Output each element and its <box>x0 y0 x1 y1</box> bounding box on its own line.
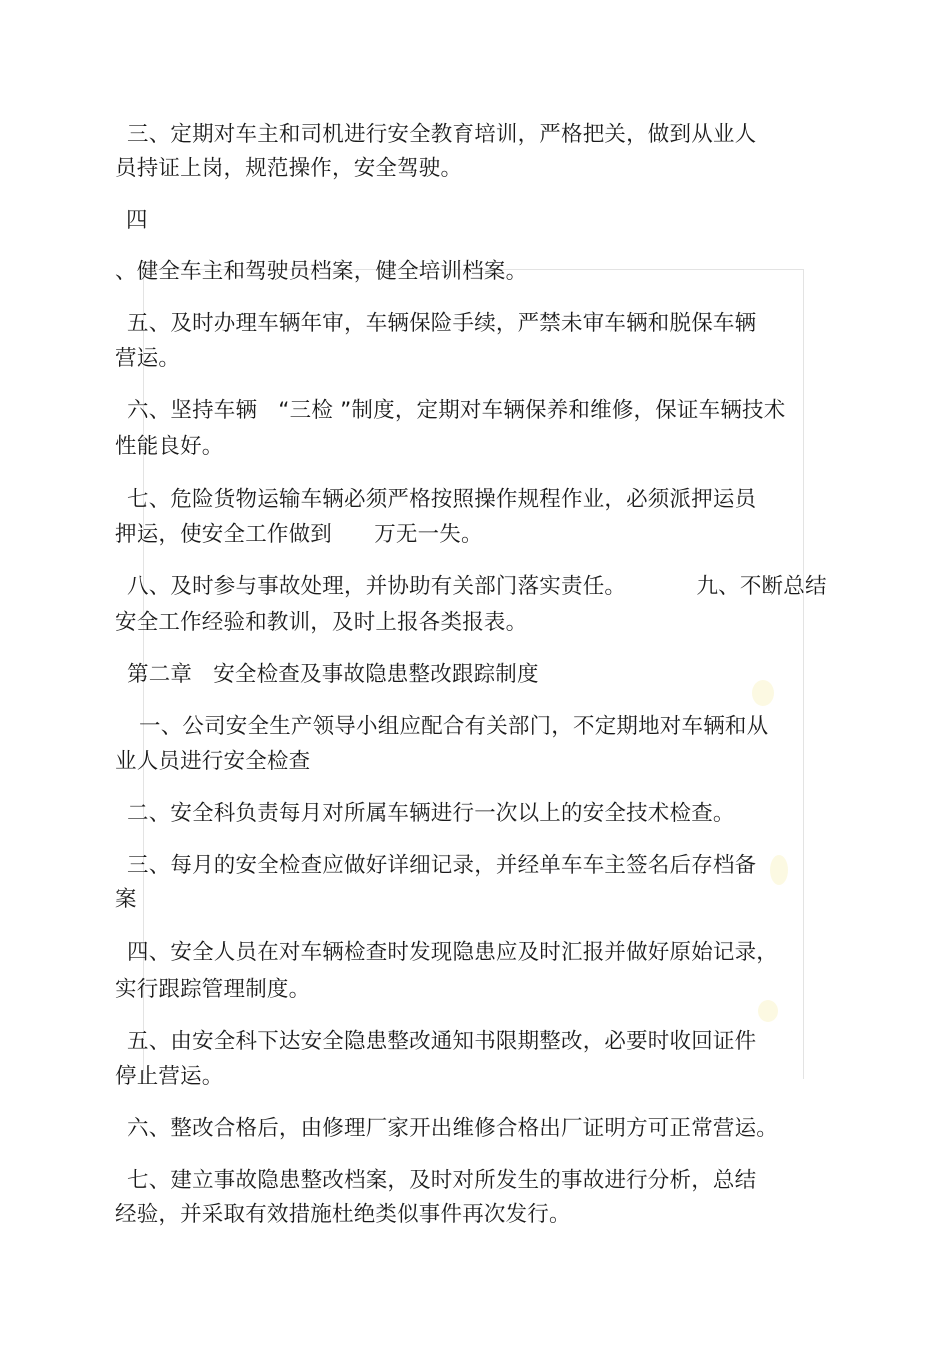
text-line: 三、每月的安全检查应做好详细记录，并经单车车主签名后存档备 <box>127 853 757 878</box>
text-line: 押运，使安全工作做到 万无一失。 <box>115 522 483 547</box>
text-line: 六、整改合格后，由修理厂家开出维修合格出厂证明方可正常营运。 <box>127 1116 779 1141</box>
text-line: 四 <box>126 208 148 233</box>
paper-stain <box>770 855 788 885</box>
text-line: 性能良好。 <box>115 434 224 459</box>
text-line: 业人员进行安全检查 <box>115 749 311 774</box>
text-line: 四、安全人员在对车辆检查时发现隐患应及时汇报并做好原始记录， <box>127 940 779 965</box>
text-line: 停止营运。 <box>115 1064 224 1089</box>
text-line: 七、危险货物运输车辆必须严格按照操作规程作业，必须派押运员 <box>127 487 757 512</box>
text-line: 经验，并采取有效措施杜绝类似事件再次发行。 <box>115 1202 571 1227</box>
text-line: 三、定期对车主和司机进行安全教育培训，严格把关，做到从业人 <box>127 122 757 147</box>
text-line: 安全工作经验和教训，及时上报各类报表。 <box>115 610 528 635</box>
text-line: 一、公司安全生产领导小组应配合有关部门，不定期地对车辆和从 <box>139 714 769 739</box>
text-line: 案 <box>115 887 137 912</box>
text-line: 五、及时办理车辆年审，车辆保险手续，严禁未审车辆和脱保车辆 <box>127 311 757 336</box>
text-line: 员持证上岗，规范操作，安全驾驶。 <box>115 156 463 181</box>
text-line: 二、安全科负责每月对所属车辆进行一次以上的安全技术检查。 <box>127 801 735 826</box>
paper-stain <box>752 680 774 706</box>
chapter-heading: 第二章 安全检查及事故隐患整改跟踪制度 <box>127 662 539 687</box>
text-line: 实行跟踪管理制度。 <box>115 977 311 1002</box>
text-line: 五、由安全科下达安全隐患整改通知书限期整改，必要时收回证件 <box>127 1029 757 1054</box>
frame-right-border <box>803 269 804 1079</box>
text-line: 六、坚持车辆 “三检 ”制度，定期对车辆保养和维修，保证车辆技术 <box>127 398 786 423</box>
paper-stain <box>758 1000 778 1022</box>
text-line: 八、及时参与事故处理，并协助有关部门落实责任。 九、不断总结 <box>127 574 827 599</box>
text-line: 营运。 <box>115 346 181 371</box>
text-line: 、健全车主和驾驶员档案，健全培训档案。 <box>115 259 528 284</box>
text-line: 七、建立事故隐患整改档案，及时对所发生的事故进行分析，总结 <box>127 1168 757 1193</box>
